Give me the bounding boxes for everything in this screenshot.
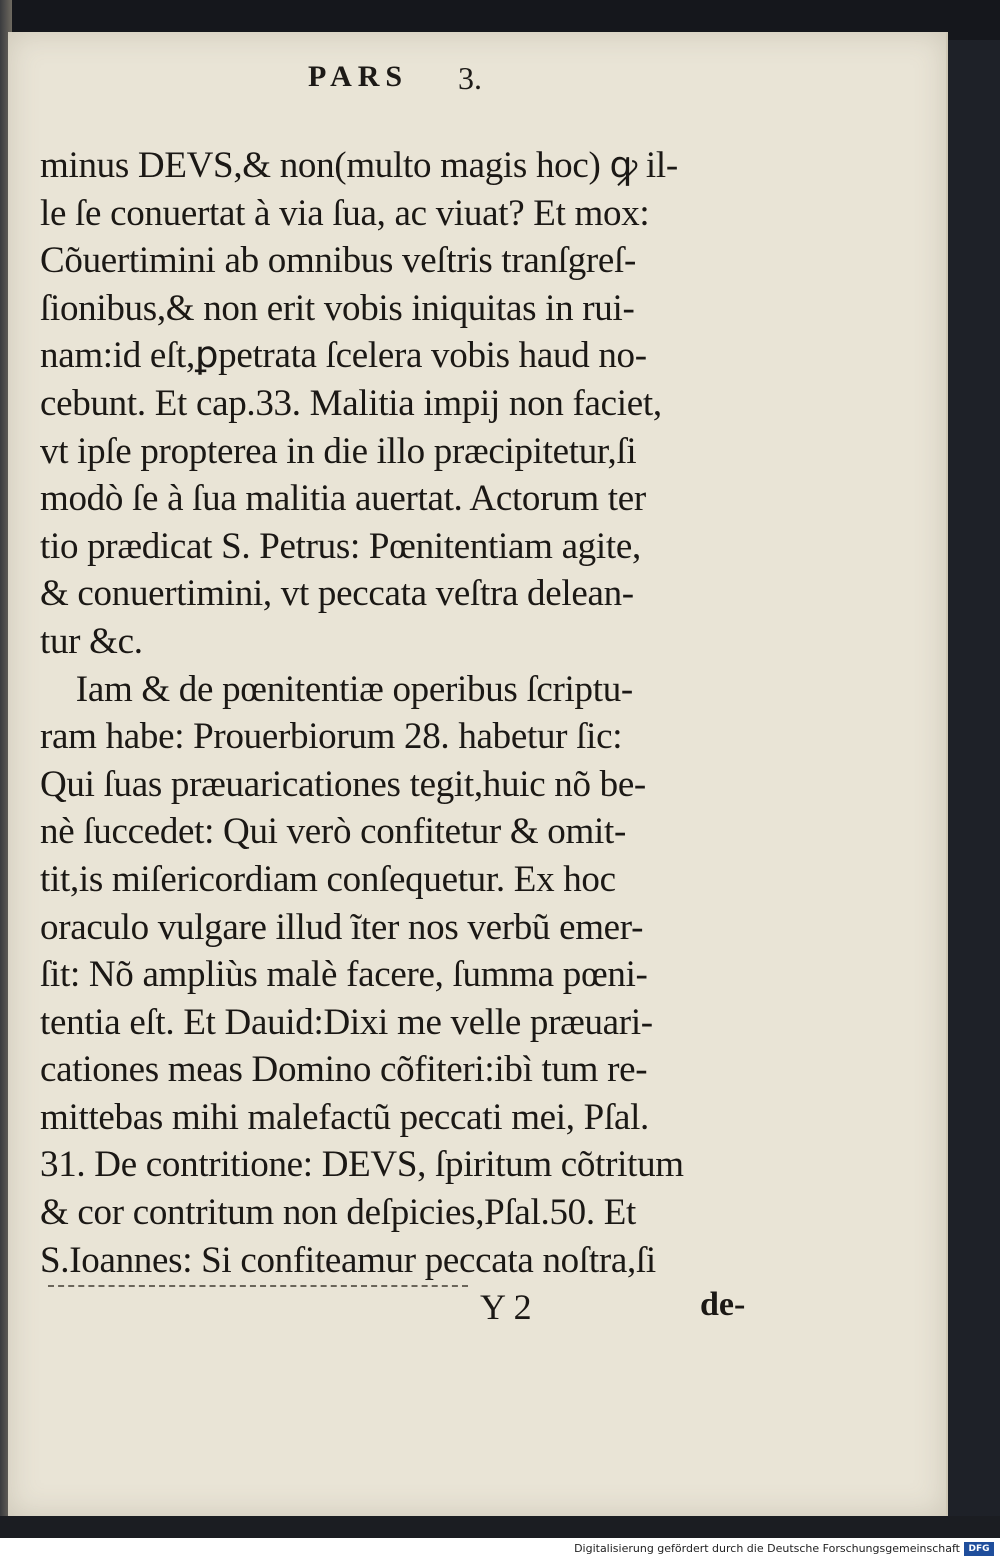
text-line: & conuertimini, vt peccata veſtra delean-: [40, 573, 634, 615]
digitization-footer: [0, 1538, 1000, 1561]
scan-background-bottom: [0, 1516, 1000, 1538]
body-text: [40, 142, 760, 1284]
text-line: Cõuertimini ab omnibus veſtris tranſgreſ-: [40, 240, 637, 282]
text-line: oraculo vulgare illud ĩter nos verbũ emer-: [40, 906, 644, 948]
text-line: tio prædicat S. Petrus: Pœnitentiam agite,: [40, 525, 641, 567]
text-line: cationes meas Domino cõfiteri:ibì tum re-: [40, 1049, 648, 1091]
page-header: [0, 60, 1000, 120]
text-line: tur &c.: [40, 620, 143, 662]
text-line: cebunt. Et cap.33. Malitia impij non faciet,: [40, 382, 662, 424]
dfg-logo-icon: DFG: [964, 1542, 994, 1556]
text-line: mittebas mihi malefactũ peccati mei, Pſal.: [40, 1096, 649, 1138]
text-line: tit,is miſericordiam conſequetur. Ex hoc: [40, 858, 616, 900]
text-line: Iam & de pœnitentiæ operibus ſcriptu-: [40, 668, 633, 710]
signature-mark: Y 2: [480, 1287, 532, 1327]
text-line: modò ſe à ſua malitia auertat. Actorum ter: [40, 478, 646, 520]
running-head: PARS: [308, 60, 409, 93]
text-line: Qui ſuas præuaricationes tegit,huic nõ be-: [40, 763, 646, 805]
text-line: vt ipſe propterea in die illo præcipitetur,ſi: [40, 430, 637, 472]
text-line: & cor contritum non deſpicies,Pſal.50. Et: [40, 1192, 637, 1234]
funding-credit: Digitalisierung gefördert durch die Deutsche Forschungsgemeinschaft: [574, 1542, 960, 1555]
text-line: ſionibus,& non erit vobis iniquitas in rui-: [40, 287, 635, 329]
text-line: ram habe: Prouerbiorum 28. habetur ſic:: [40, 716, 623, 758]
page-number: 3.: [458, 60, 482, 96]
text-line: ſit: Nõ ampliùs malè facere, ſumma pœni-: [40, 954, 648, 996]
text-line: le ſe conuertat à via ſua, ac viuat? Et mox:: [40, 192, 650, 234]
text-line: S.Ioannes: Si confiteamur peccata noſtra,ſi: [40, 1239, 656, 1281]
text-line: nè ſuccedet: Qui verò confitetur & omit-: [40, 811, 626, 853]
text-line: 31. De contritione: DEVS, ſpiritum cõtritum: [40, 1144, 684, 1186]
text-line: minus DEVS,& non(multo magis hoc) ꝙ il-: [40, 145, 678, 186]
page-foot: [0, 1286, 1000, 1346]
text-line: tentia eſt. Et Dauid:Dixi me velle præuari-: [40, 1001, 653, 1043]
text-line: nam:id eſt,ꝑpetrata ſcelera vobis haud no-: [40, 335, 647, 377]
catchword: de-: [700, 1286, 746, 1323]
